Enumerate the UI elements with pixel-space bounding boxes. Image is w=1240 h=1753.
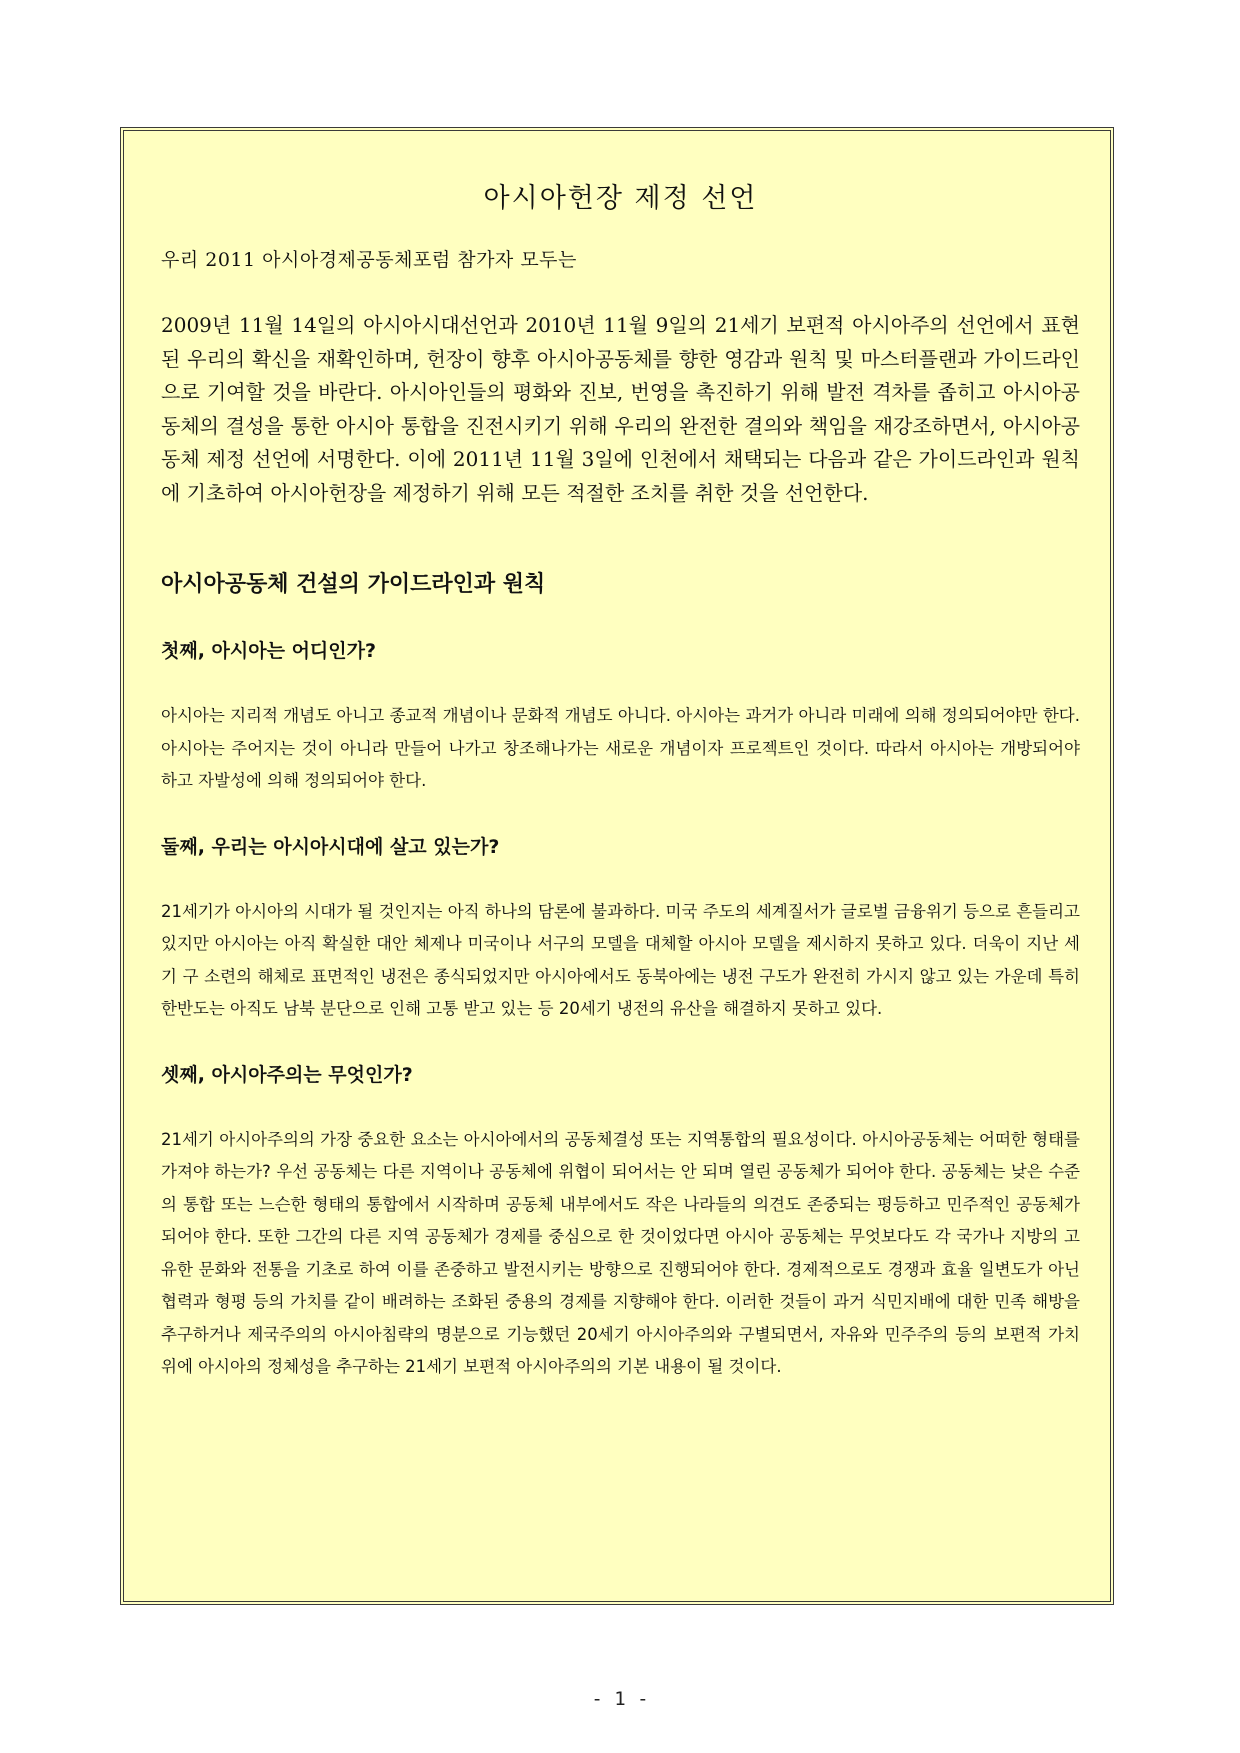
- page-number: - 1 -: [591, 1688, 649, 1710]
- declaration-frame: [120, 127, 1114, 1605]
- intro-line: 우리 2011 아시아경제공동체포럼 참가자 모두는: [161, 249, 577, 271]
- section-heading-third: 셋째, 아시아주의는 무엇인가?: [161, 1063, 413, 1086]
- section-heading-second: 둘째, 우리는 아시아시대에 살고 있는가?: [161, 835, 500, 858]
- section-body-second: 21세기가 아시아의 시대가 될 것인지는 아직 하나의 담론에 불과하다. 미국 주도의 세계질서가 글로벌 금융위기 등으로 흔들리고 있지만 아시아는 아직 확실한 대안 체제나 미국이나 서구의 모델을 대체할 아시아 모델을 제시하지 못하고 있다. 더욱이 지난 세기 구 소련의 해체로 표면적인 냉전은 종식되었지만 아시아에서도 동북아에는 냉전 구도가 완전히 가시지 않고 있는 가운데 특히 한반도는 아직도 남북 분단으로 인해 고통 받고 있는 등 20세기 냉전의 유산을 해결하지 못하고 있다.: [161, 901, 1080, 1018]
- document-title: 아시아헌장 제정 선언: [483, 183, 758, 214]
- section-body-first: 아시아는 지리적 개념도 아니고 종교적 개념이나 문화적 개념도 아니다. 아시아는 과거가 아니라 미래에 의해 정의되어야만 한다. 아시아는 주어지는 것이 아니라 만들어 나가고 창조해나가는 새로운 개념이자 프로젝트인 것이다. 따라서 아시아는 개방되어야 하고 자발성에 의해 정의되어야 한다.: [161, 706, 1080, 790]
- declaration-paragraph: 2009년 11월 14일의 아시아시대선언과 2010년 11월 9일의 21세기 보편적 아시아주의 선언에서 표현된 우리의 확신을 재확인하며, 헌장이 향후 아시아공동체를 향한 영감과 원칙 및 마스터플랜과 가이드라인으로 기여할 것을 바란다. 아시아인들의 평화와 진보, 번영을 촉진하기 위해 발전 격차를 좁히고 아시아공동체의 결성을 통한 아시아 통합을 진전시키기 위해 우리의 완전한 결의와 책임을 재강조하면서, 아시아공동체 제정 선언에 서명한다. 이에 2011년 11월 3일에 인천에서 채택되는 다음과 같은 가이드라인과 원칙에 기초하여 아시아헌장을 제정하기 위해 모든 적절한 조치를 취한 것을 선언한다.: [161, 313, 1080, 505]
- section-body-third: 21세기 아시아주의의 가장 중요한 요소는 아시아에서의 공동체결성 또는 지역통합의 필요성이다. 아시아공동체는 어떠한 형태를 가져야 하는가? 우선 공동체는 다른 지역이나 공동체에 위협이 되어서는 안 되며 열린 공동체가 되어야 한다. 공동체는 낮은 수준의 통합 또는 느슨한 형태의 통합에서 시작하며 공동체 내부에서도 작은 나라들의 의견도 존중되는 평등하고 민주적인 공동체가 되어야 한다. 또한 그간의 다른 지역 공동체가 경제를 중심으로 한 것이었다면 아시아 공동체는 무엇보다도 각 국가나 지방의 고유한 문화와 전통을 기초로 하여 이를 존중하고 발전시키는 방향으로 진행되어야 한다. 경제적으로도 경쟁과 효율 일변도가 아닌 협력과 형평 등의 가치를 같이 배려하는 조화된 중용의 경제를 지향해야 한다. 이러한 것들이 과거 식민지배에 대한 민족 해방을 추구하거나 제국주의의 아시아침략의 명분으로 기능했던 20세기 아시아주의와 구별되면서, 자유와 민주주의 등의 보편적 가치 위에 아시아의 정체성을 추구하는 21세기 보편적 아시아주의의 기본 내용이 될 것이다.: [161, 1129, 1080, 1376]
- guidelines-heading: 아시아공동체 건설의 가이드라인과 원칙: [161, 572, 546, 597]
- section-heading-first: 첫째, 아시아는 어디인가?: [161, 640, 377, 662]
